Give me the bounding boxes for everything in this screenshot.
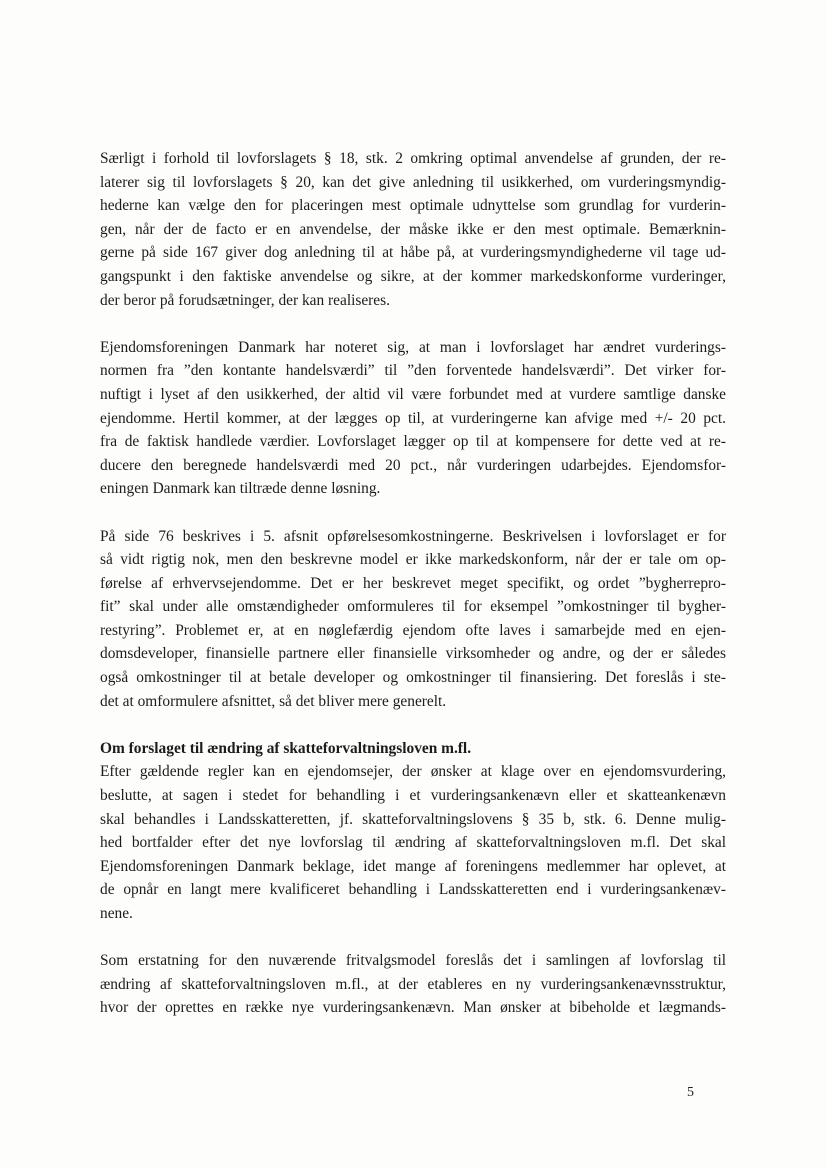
text-line: ejendomme. Hertil kommer, at der lægges op til, at vurderingerne kan afvige med +/- 20 pct. <box>100 409 726 427</box>
paragraph-tax-administration <box>100 737 726 926</box>
text-line: hvor der oprettes en række nye vurderingsankenævn. Man ønsker at bibeholde et lægmands- <box>100 999 726 1017</box>
text-line: Ejendomsforeningen Danmark har noteret sig, at man i lovforslaget har ændret vurderings- <box>100 338 726 356</box>
text-line: gerne på side 167 giver dog anledning til at håbe på, at vurderingsmyndighederne vil tage ud- <box>100 244 726 262</box>
text-line: de opnår en langt mere kvalificeret behandling i Landsskatteretten end i vurderingsankenæv- <box>100 881 726 899</box>
text-line: Som erstatning for den nuværende fritvalgsmodel foreslås det i samlingen af lovforslag til <box>100 952 726 970</box>
paragraph-construction-costs <box>100 525 726 714</box>
section-heading: Om forslaget til ændring af skatteforvaltningsloven m.fl. <box>100 739 472 757</box>
text-line: hederne kan vælge den for placeringen mest optimale udnyttelse som grundlag for vurderin- <box>100 197 726 215</box>
text-line: eningen Danmark kan tiltræde denne løsning. <box>100 480 381 498</box>
text-line: restyring”. Problemet er, at en nøglefærdig ejendom ofte laves i samarbejde med en ejen- <box>100 621 726 639</box>
paragraph-spacer <box>100 501 726 525</box>
text-line: fra de faktisk handlede værdier. Lovforslaget lægger op til at kompensere for dette ved at re- <box>100 433 726 451</box>
text-line: hed bortfalder efter det nye lovforslag til ændring af skatteforvaltningsloven m.fl. Det skal <box>100 834 726 852</box>
page-number: 5 <box>687 1085 694 1100</box>
text-line: normen fra ”den kontante handelsværdi” til ”den forventede handelsværdi”. Det virker for- <box>100 362 726 380</box>
text-line: ducere den beregnede handelsværdi med 20 pct., når vurderingen udarbejdes. Ejendomsfor- <box>100 456 726 474</box>
text-line: også omkostninger til at betale developer og omkostninger til finansiering. Det foreslås i ste- <box>100 669 726 687</box>
text-line: førelse af erhvervsejendomme. Det er her beskrevet meget specifikt, og ordet ”bygherrepro- <box>100 574 726 592</box>
text-line: På side 76 beskrives i 5. afsnit opførelsesomkostningerne. Beskrivelsen i lovforslaget er for <box>100 527 726 545</box>
text-line: gen, når der de facto er en anvendelse, der måske ikke er den mest optimale. Bemærknin- <box>100 220 726 238</box>
text-line: så vidt rigtig nok, men den beskrevne model er ikke markedskonform, når der er tale om op- <box>100 551 726 569</box>
text-line: skal behandles i Landsskatteretten, jf. skatteforvaltningslovens § 35 b, stk. 6. Denne mulig- <box>100 810 726 828</box>
paragraph-spacer <box>100 926 726 950</box>
text-line: det at omformulere afsnittet, så det bliver mere generelt. <box>100 692 447 710</box>
text-line: nene. <box>100 905 133 922</box>
paragraph-optimal-use <box>100 147 726 312</box>
text-line: nuftigt i lyset af den usikkerhed, der altid vil være forbundet med at vurdere samtlige danske <box>100 385 726 403</box>
text-line: ændring af skatteforvaltningsloven m.fl., at der etableres en ny vurderingsankenævnsstruktur, <box>100 975 726 993</box>
paragraph-spacer <box>100 713 726 737</box>
paragraph-valuation-norm <box>100 336 726 501</box>
text-line: laterer sig til lovforslagets § 20, kan det give anledning til usikkerhed, om vurderingsmyndig- <box>100 173 726 191</box>
text-line: Særligt i forhold til lovforslagets § 18, stk. 2 omkring optimal anvendelse af grunden, der re- <box>100 150 726 167</box>
text-line: fit” skal under alle omstændigheder omformuleres til for eksempel ”omkostninger til bygher- <box>100 598 726 616</box>
text-line: beslutte, at sagen i stedet for behandling i et vurderingsankenævn eller et skatteankenævn <box>100 787 726 805</box>
text-line: gangspunkt i den faktiske anvendelse og sikre, at der kommer markedskonforme vurderinger, <box>100 267 726 285</box>
paragraph-spacer <box>100 312 726 336</box>
paragraph-appeal-structure <box>100 949 726 1020</box>
document-body <box>100 147 726 1020</box>
text-line: domsdeveloper, finansielle partnere eller finansielle virksomheder og andre, og der er således <box>100 645 726 663</box>
text-line: Efter gældende regler kan en ejendomsejer, der ønsker at klage over en ejendomsvurdering, <box>100 763 726 781</box>
text-line: Ejendomsforeningen Danmark beklage, idet mange af foreningens medlemmer har oplevet, at <box>100 857 726 875</box>
text-line: der beror på forudsætninger, der kan realiseres. <box>100 291 390 309</box>
